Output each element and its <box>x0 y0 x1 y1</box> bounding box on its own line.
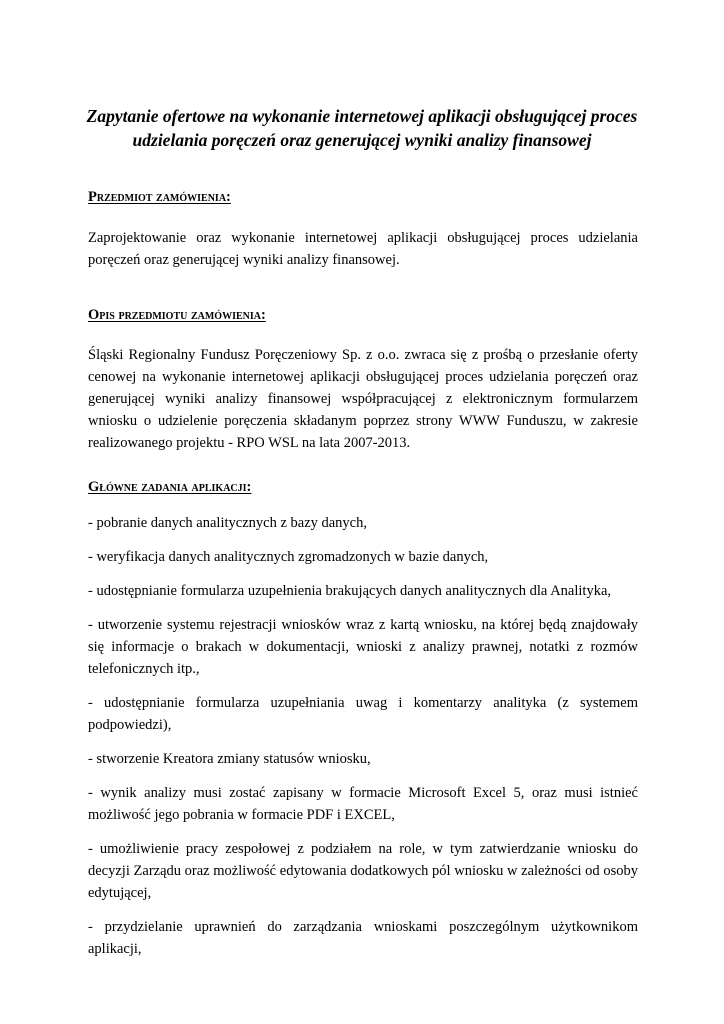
list-item: - pobranie danych analitycznych z bazy danych, <box>88 515 367 531</box>
list-item: - stworzenie Kreatora zmiany statusów wniosku, <box>88 751 371 767</box>
document-title: Zapytanie ofertowe na wykonanie internetowej aplikacji obsługującej proces udzielania poręczeń oraz generującej wyniki analizy finansowej <box>86 106 638 150</box>
list-item: - wynik analizy musi zostać zapisany w formacie Microsoft Excel 5, oraz musi istnieć możliwość jego pobrania w formacie PDF i EXCEL, <box>88 785 638 823</box>
list-item: - weryfikacja danych analitycznych zgromadzonych w bazie danych, <box>88 549 489 565</box>
list-item: - udostępnianie formularza uzupełniania uwag i komentarzy analityka (z systemem podpowiedzi), <box>88 695 638 733</box>
tasks-heading: Główne zadania aplikacji: <box>88 479 252 495</box>
list-item: - utworzenie systemu rejestracji wniosków wraz z kartą wniosku, na której będą znajdowały się informacje o brakach w dokumentacji, wnioski z analizy prawnej, notatki z rozmów telefonicznych itp., <box>88 617 638 677</box>
subject-heading: Przedmiot zamówienia: <box>88 189 231 205</box>
list-item: - udostępnianie formularza uzupełnienia brakujących danych analitycznych dla Analityka, <box>88 583 611 599</box>
subject-text: Zaprojektowanie oraz wykonanie internetowej aplikacji obsługującej proces udzielania poręczeń oraz generującej wyniki analizy finansowej. <box>88 230 638 268</box>
description-heading: Opis przedmiotu zamówienia: <box>88 307 266 323</box>
list-item: - umożliwienie pracy zespołowej z podziałem na role, w tym zatwierdzanie wniosku do decyzji Zarządu oraz możliwość edytowania dodatkowych pól wniosku w zależności od osoby edytującej, <box>88 841 638 901</box>
list-item: - przydzielanie uprawnień do zarządzania wnioskami poszczególnym użytkownikom aplikacji, <box>88 919 638 957</box>
tasks-list <box>88 512 638 972</box>
description-text: Śląski Regionalny Fundusz Poręczeniowy Sp. z o.o. zwraca się z prośbą o przesłanie oferty cenowej na wykonanie internetowej aplikacji obsługującej proces udzielania poręczeń oraz generującej wyniki analizy finansowej współpracującej z elektronicznym formularzem wniosku o udzielenie poręczenia składanym poprzez strony WWW Funduszu, w zakresie realizowanego projektu - RPO WSL na lata 2007-2013. <box>88 347 638 451</box>
